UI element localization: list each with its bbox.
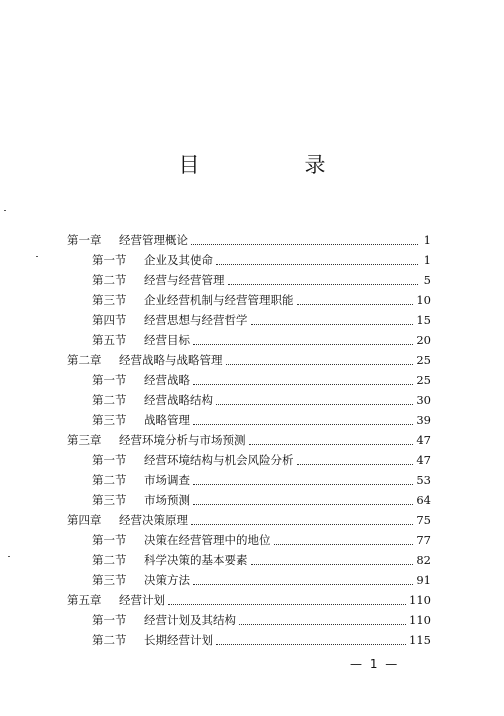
toc-entry-number: 第三节 <box>92 493 127 507</box>
toc-entry-section[interactable] <box>0 469 504 491</box>
toc-entry-number: 第二节 <box>92 633 127 647</box>
toc-entry-chapter[interactable] <box>0 509 504 531</box>
toc-entry-title: 经营战略 <box>144 373 190 387</box>
toc-leader-dots <box>216 264 418 265</box>
toc-entry-page: 1 <box>423 233 431 247</box>
toc-leader-dots <box>228 284 419 285</box>
toc-leader-dots <box>249 444 414 445</box>
toc-entry-title: 长期经营计划 <box>144 633 213 647</box>
toc-entry-page: 47 <box>416 433 431 447</box>
toc-entry-title: 经营与经营管理 <box>144 273 225 287</box>
scan-speck <box>8 556 10 557</box>
toc-entry-number: 第一节 <box>92 253 127 267</box>
page-title: 目 录 <box>178 153 368 177</box>
page-number: — 1 — <box>350 657 400 671</box>
toc-entry-page: 5 <box>423 273 431 287</box>
toc-entry-number: 第三节 <box>92 413 127 427</box>
toc-entry-page: 75 <box>416 513 431 527</box>
toc-entry-chapter[interactable] <box>0 589 504 611</box>
toc-entry-page: 64 <box>416 493 431 507</box>
toc-entry-title: 企业及其使命 <box>144 253 213 267</box>
toc-entry-number: 第二节 <box>92 473 127 487</box>
toc-entry-section[interactable] <box>0 489 504 511</box>
toc-leader-dots <box>193 504 413 505</box>
toc-entry-chapter[interactable] <box>0 429 504 451</box>
toc-entry-title: 经营思想与经营哲学 <box>144 313 248 327</box>
toc-entry-number: 第二节 <box>92 553 127 567</box>
toc-leader-dots <box>251 324 414 325</box>
toc-entry-section[interactable] <box>0 389 504 411</box>
toc-leader-dots <box>251 564 414 565</box>
toc-entry-section[interactable] <box>0 309 504 331</box>
toc-leader-dots <box>191 524 413 525</box>
toc-entry-title: 决策方法 <box>144 573 190 587</box>
toc-entry-page: 10 <box>416 293 431 307</box>
toc-leader-dots <box>274 544 414 545</box>
toc-entry-page: 77 <box>416 533 431 547</box>
toc-leader-dots <box>239 624 406 625</box>
toc-entry-number: 第五章 <box>67 593 102 607</box>
toc-entry-page: 25 <box>416 373 431 387</box>
toc-leader-dots <box>297 304 414 305</box>
toc-entry-section[interactable] <box>0 369 504 391</box>
toc-entry-number: 第三节 <box>92 293 127 307</box>
toc-entry-page: 30 <box>416 393 431 407</box>
toc-entry-title: 经营管理概论 <box>119 233 188 247</box>
toc-leader-dots <box>168 604 406 605</box>
toc-entry-title: 市场调查 <box>144 473 190 487</box>
toc-entry-page: 110 <box>409 613 431 627</box>
toc-leader-dots <box>216 404 413 405</box>
toc-entry-number: 第二节 <box>92 393 127 407</box>
scan-speck <box>4 210 6 211</box>
toc-entry-page: 82 <box>416 553 431 567</box>
toc-entry-number: 第一节 <box>92 453 127 467</box>
toc-entry-title: 企业经营机制与经营管理职能 <box>144 293 294 307</box>
toc-entry-number: 第四章 <box>67 513 102 527</box>
toc-entry-page: 110 <box>409 593 431 607</box>
toc-entry-number: 第三章 <box>67 433 102 447</box>
toc-entry-page: 115 <box>409 633 431 647</box>
toc-entry-title: 经营战略结构 <box>144 393 213 407</box>
toc-entry-section[interactable] <box>0 569 504 591</box>
toc-entry-number: 第二节 <box>92 273 127 287</box>
toc-entry-title: 经营环境分析与市场预测 <box>119 433 246 447</box>
toc-entry-section[interactable] <box>0 409 504 431</box>
toc-entry-page: 25 <box>416 353 431 367</box>
toc-entry-number: 第一节 <box>92 533 127 547</box>
toc-leader-dots <box>193 384 413 385</box>
toc-entry-title: 经营计划及其结构 <box>144 613 236 627</box>
toc-entry-title: 经营战略与战略管理 <box>119 353 223 367</box>
toc-entry-title: 经营环境结构与机会风险分析 <box>144 453 294 467</box>
toc-entry-section[interactable] <box>0 629 504 651</box>
toc-entry-page: 15 <box>416 313 431 327</box>
toc-leader-dots <box>191 244 418 245</box>
toc-entry-number: 第二章 <box>67 353 102 367</box>
toc-entry-page: 20 <box>416 333 431 347</box>
toc-entry-section[interactable] <box>0 529 504 551</box>
toc-entry-number: 第一节 <box>92 613 127 627</box>
toc-entry-section[interactable] <box>0 609 504 631</box>
toc-entry-page: 47 <box>416 453 431 467</box>
toc-entry-chapter[interactable] <box>0 349 504 371</box>
toc-entry-section[interactable] <box>0 449 504 471</box>
toc-leader-dots <box>226 364 414 365</box>
toc-entry-number: 第一章 <box>67 233 102 247</box>
scan-speck <box>36 256 38 257</box>
toc-entry-section[interactable] <box>0 249 504 271</box>
toc-entry-section[interactable] <box>0 329 504 351</box>
toc-entry-number: 第五节 <box>92 333 127 347</box>
toc-entry-title: 决策在经营管理中的地位 <box>144 533 271 547</box>
toc-entry-number: 第三节 <box>92 573 127 587</box>
toc-leader-dots <box>297 464 414 465</box>
toc-entry-title: 市场预测 <box>144 493 190 507</box>
toc-entry-title: 经营目标 <box>144 333 190 347</box>
toc-leader-dots <box>193 584 413 585</box>
toc-entry-title: 经营计划 <box>119 593 165 607</box>
toc-leader-dots <box>193 344 413 345</box>
toc-entry-chapter[interactable] <box>0 229 504 251</box>
toc-entry-page: 1 <box>423 253 431 267</box>
toc-leader-dots <box>216 644 406 645</box>
toc-entry-section[interactable] <box>0 269 504 291</box>
toc-entry-page: 53 <box>416 473 431 487</box>
toc-entry-section[interactable] <box>0 549 504 571</box>
toc-entry-title: 科学决策的基本要素 <box>144 553 248 567</box>
toc-leader-dots <box>193 484 413 485</box>
toc-entry-title: 战略管理 <box>144 413 190 427</box>
toc-entry-number: 第一节 <box>92 373 127 387</box>
toc-entry-page: 91 <box>416 573 431 587</box>
toc-entry-title: 经营决策原理 <box>119 513 188 527</box>
toc-leader-dots <box>193 424 413 425</box>
toc-entry-page: 39 <box>416 413 431 427</box>
toc-entry-number: 第四节 <box>92 313 127 327</box>
toc-entry-section[interactable] <box>0 289 504 311</box>
